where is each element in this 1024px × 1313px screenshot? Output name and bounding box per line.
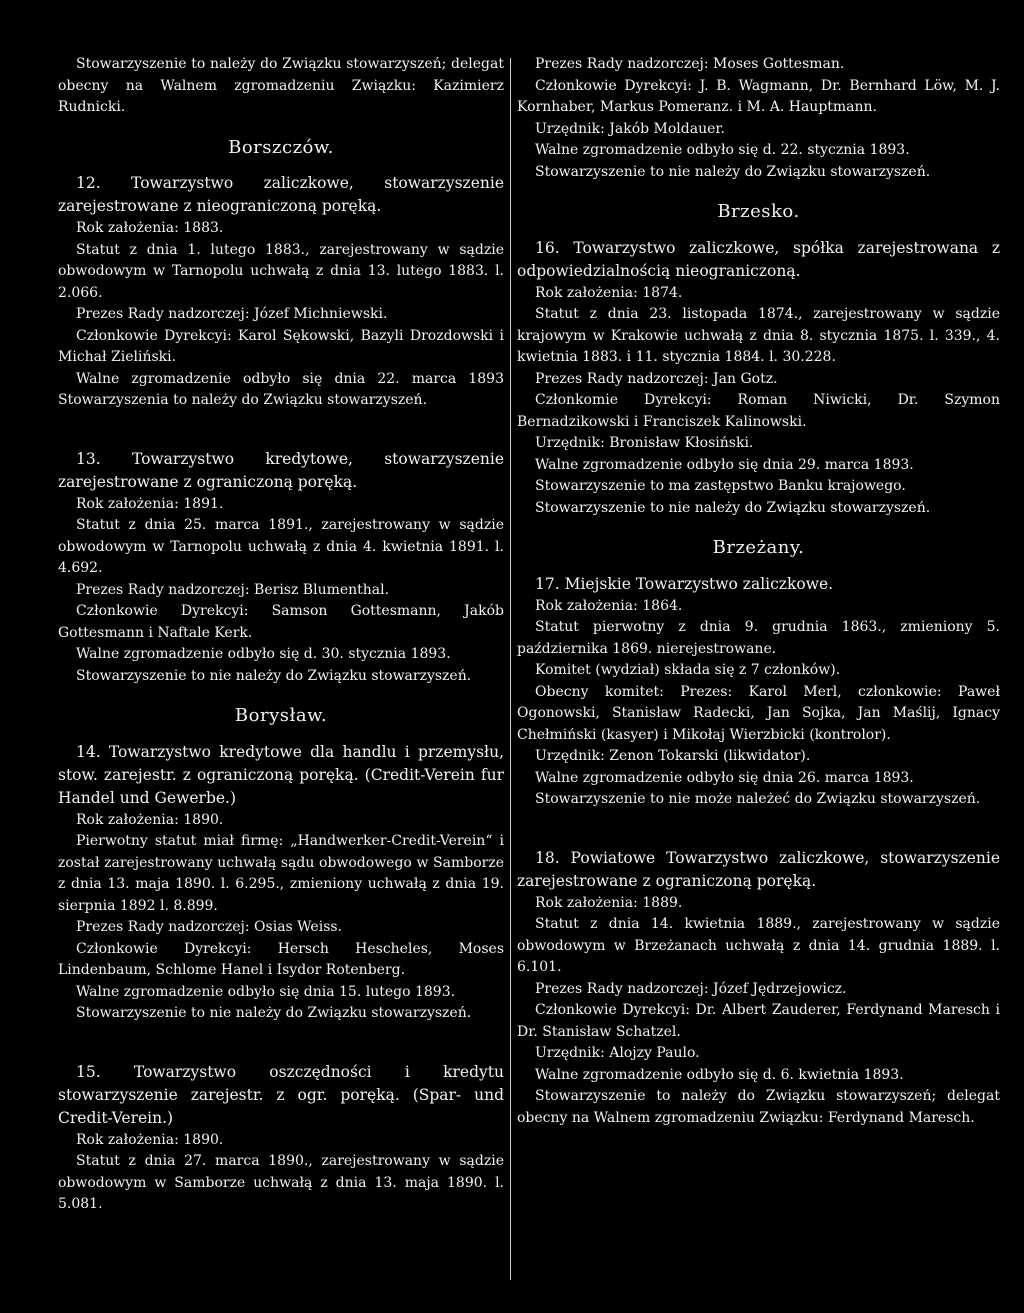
paragraph: Komitet (wydział) składa się z 7 członków). — [535, 662, 841, 678]
paragraph: Stowarzyszenie to nie należy do Związku stowarzyszeń. — [76, 1005, 472, 1021]
right-column — [517, 54, 1000, 1129]
paragraph: Członkowie Dyrekcyi: Karol Sękowski, Bazyli Drozdowski i Michał Zieliński. — [58, 327, 504, 365]
entry-heading: 13. Towarzystwo kredytowe, stowarzyszenie zarejestrowane z ograniczoną poręką. — [58, 449, 504, 491]
paragraph: Rok założenia: 1891. — [76, 495, 224, 512]
paragraph: Walne zgromadzenie odbyło się d. 22. stycznia 1893. — [535, 142, 910, 158]
entry-heading: 15. Towarzystwo oszczędności i kredytu stowarzyszenie zarejestr. z ogr. poręką. (Spar- und Credit-Verein.) — [58, 1062, 504, 1127]
paragraph: Statut z dnia 23. listopada 1874., zarejestrowany w sądzie krajowym w Krakowie uchwałą z dnia 8. stycznia 1875. l. 339., 4. kwietnia 1883. i 11. stycznia 1884. l. 30.228. — [517, 306, 1000, 365]
paragraph: Prezes Rady nadzorczej: Moses Gottesman. — [535, 56, 845, 72]
paragraph: Prezes Rady nadzorczej: Jan Gotz. — [535, 370, 778, 387]
paragraph: Rok założenia: 1890. — [76, 811, 224, 828]
section-gap — [58, 1025, 504, 1047]
paragraph: Statut z dnia 27. marca 1890., zarejestrowany w sądzie obwodowym w Samborze uchwałą z dnia 13. maja 1890. l. 5.081. — [58, 1153, 504, 1212]
paragraph: Walne zgromadzenie odbyło się dnia 22. marca 1893 Stowarzyszenia to należy do Związku stowarzyszeń. — [58, 370, 504, 408]
paragraph: Prezes Rady nadzorczej: Józef Jędrzejowicz. — [535, 980, 847, 997]
paragraph: Obecny komitet: Prezes: Karol Merl, członkowie: Paweł Ogonowski, Stanisław Radecki, Jan Sojka, Jan Maślij, Ignacy Chełmiński (kasyer) i Mikołaj Wierzbicki (kontrolor). — [517, 683, 1000, 743]
town-heading: Brzeżany. — [712, 537, 805, 558]
left-column — [58, 54, 504, 1216]
town-heading: Borysław. — [234, 705, 328, 726]
paragraph: Urzędnik: Zenon Tokarski (likwidator). — [535, 748, 811, 764]
paragraph: Walne zgromadzenie odbyło się d. 30. stycznia 1893. — [76, 646, 451, 662]
paragraph: Stowarzyszenie to nie może należeć do Związku stowarzyszeń. — [535, 791, 981, 807]
paragraph: Walne zgromadzenie odbyło się dnia 29. marca 1893. — [535, 456, 914, 473]
entry-heading: 18. Powiatowe Towarzystwo zaliczkowe, stowarzyszenie zarejestrowane z ograniczoną poręką. — [517, 848, 1000, 890]
town-heading: Brzesko. — [717, 201, 800, 222]
section-gap — [58, 412, 504, 434]
paragraph: Walne zgromadzenie odbyło się d. 6. kwietnia 1893. — [535, 1066, 904, 1083]
paragraph: Walne zgromadzenie odbyło się dnia 15. lutego 1893. — [76, 983, 456, 1000]
paragraph: Statut pierwotny z dnia 9. grudnia 1863., zmieniony 5. października 1869. nierejestrowane. — [517, 619, 1000, 657]
paragraph: Rok założenia: 1889. — [535, 894, 683, 911]
entry-heading: 12. Towarzystwo zaliczkowe, stowarzyszenie zarejestrowane z nieograniczoną poręką. — [58, 174, 504, 215]
town-heading: Borszczów. — [228, 136, 334, 158]
paragraph: Stowarzyszenie to należy do Związku stowarzyszeń; delegat obecny na Walnem zgromadzeniu Związku: Ferdynand Maresch. — [517, 1088, 1000, 1126]
paragraph: Rok założenia: 1864. — [535, 597, 683, 614]
paragraph: Urzędnik: Jakób Moldauer. — [535, 120, 725, 137]
paragraph: Członkowie Dyrekcyi: Dr. Albert Zauderer, Ferdynand Maresch i Dr. Stanisław Schatzel. — [517, 1002, 1000, 1040]
paragraph: Członkomie Dyrekcyi: Roman Niwicki, Dr. Szymon Bernadzikowski i Franciszek Kalinowski. — [517, 392, 1000, 430]
paragraph: Stowarzyszenie to nie należy do Związku stowarzyszeń. — [535, 163, 931, 180]
paragraph: Rok założenia: 1883. — [76, 220, 224, 236]
paragraph: Stowarzyszenie to należy do Związku stowarzyszeń; delegat obecny na Walnem zgromadzeniu Związku: Kazimierz Rudnicki. — [58, 56, 504, 115]
paragraph: Stowarzyszenie to ma zastępstwo Banku krajowego. — [535, 478, 906, 494]
paragraph: Urzędnik: Alojzy Paulo. — [535, 1045, 700, 1061]
paragraph: Prezes Rady nadzorczej: Osias Weiss. — [76, 919, 343, 935]
paragraph: Statut z dnia 25. marca 1891., zarejestrowany w sądzie obwodowym w Tarnopolu uchwałą z dnia 4. kwietnia 1891. l. 4.692. — [58, 517, 504, 576]
column-divider — [510, 58, 511, 1280]
paragraph: Stowarzyszenie to nie należy do Związku stowarzyszeń. — [535, 499, 931, 516]
paragraph: Członkowie Dyrekcyi: Samson Gottesmann, Jakób Gottesmann i Naftale Kerk. — [58, 603, 504, 641]
entry-heading: 16. Towarzystwo zaliczkowe, spółka zarejestrowana z odpowiedzialnością nieograniczoną. — [517, 238, 1000, 280]
paragraph: Statut z dnia 14. kwietnia 1889., zarejestrowany w sądzie obwodowym w Brzeżanach uchwałą z dnia 14. grudnia 1889. l. 6.101. — [517, 916, 1000, 975]
entry-heading: 14. Towarzystwo kredytowe dla handlu i przemysłu, stow. zarejestr. z ograniczoną poręką. (Credit-Verein fur Handel und Gewerbe.) — [58, 742, 504, 807]
paragraph: Pierwotny statut miał firmę: „Handwerker-Credit-Verein“ i został zarejestrowany uchwałą sądu obwodowego w Samborze z dnia 13. maja 1890. l. 6.295., zmieniony uchwałą z dnia 19. sierpnia 1892 l. 8.899. — [58, 833, 504, 914]
section-gap — [517, 811, 1000, 833]
entry-heading: 17. Miejskie Towarzystwo zaliczkowe. — [535, 574, 834, 593]
paragraph: Rok założenia: 1890. — [76, 1131, 224, 1148]
paragraph: Rok założenia: 1874. — [535, 284, 683, 301]
paragraph: Walne zgromadzenie odbyło się dnia 26. marca 1893. — [535, 769, 914, 786]
paragraph: Członkowie Dyrekcyi: J. B. Wagmann, Dr. Bernhard Löw, M. J. Kornhaber, Markus Pomeranz. i M. A. Hauptmann. — [517, 77, 1000, 115]
paragraph: Stowarzyszenie to nie należy do Związku stowarzyszeń. — [76, 667, 472, 684]
paragraph: Członkowie Dyrekcyi: Hersch Hescheles, Moses Lindenbaum, Schlome Hanel i Isydor Rotenberg. — [58, 940, 504, 978]
paragraph: Prezes Rady nadzorczej: Józef Michniewski. — [76, 306, 388, 322]
paragraph: Statut z dnia 1. lutego 1883., zarejestrowany w sądzie obwodowym w Tarnopolu uchwałą z dnia 13. lutego 1883. l. 2.066. — [58, 241, 504, 301]
paragraph: Prezes Rady nadzorczej: Berisz Blumenthal. — [76, 581, 390, 598]
paragraph: Urzędnik: Bronisław Kłosiński. — [535, 435, 754, 451]
